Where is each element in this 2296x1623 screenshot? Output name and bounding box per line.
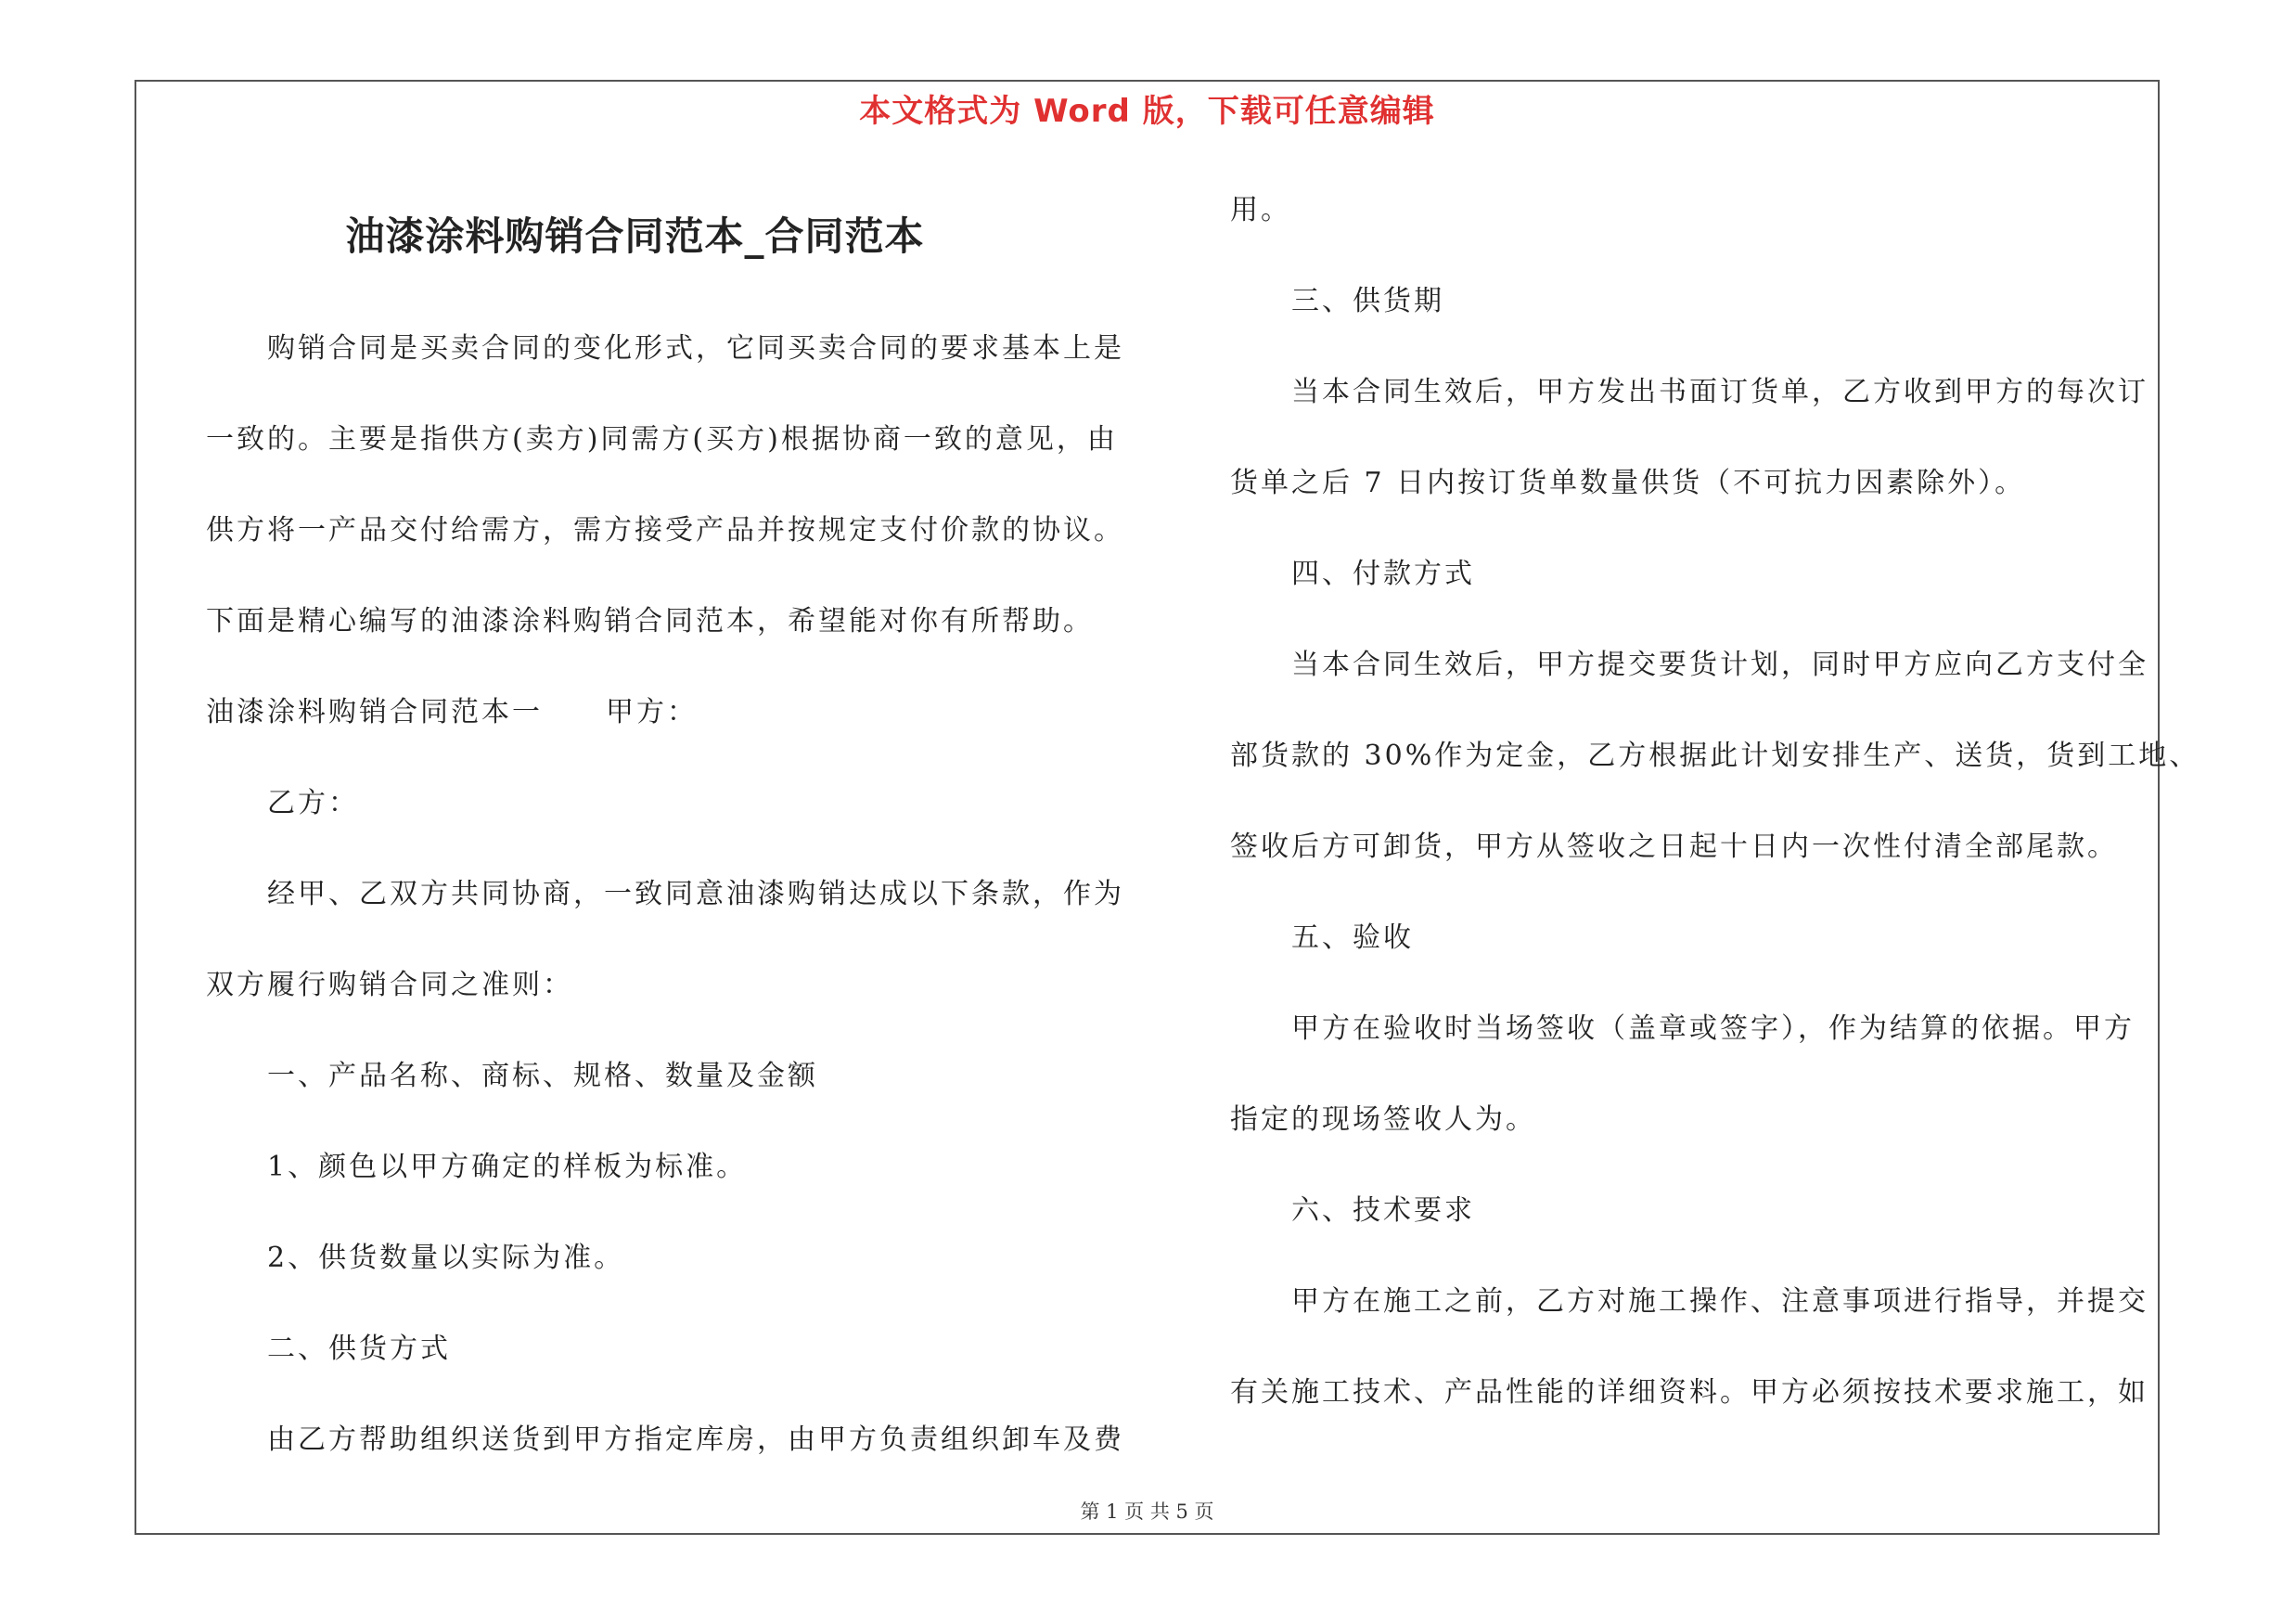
paragraph-line: 甲方在施工之前，乙方对施工操作、注意事项进行指导，并提交 bbox=[1291, 1285, 2148, 1318]
party-b-label: 乙方： bbox=[267, 787, 359, 819]
paragraph-line: 购销合同是买卖合同的变化形式，它同买卖合同的要求基本上是 bbox=[267, 332, 1124, 365]
paragraph-line: 供方将一产品交付给需方，需方接受产品并按规定支付价款的协议。 bbox=[206, 514, 1124, 547]
paragraph-line: 下面是精心编写的油漆涂料购销合同范本，希望能对你有所帮助。 bbox=[206, 605, 1094, 638]
section-heading: 六、技术要求 bbox=[1291, 1194, 1475, 1227]
paragraph-line: 经甲、乙双方共同协商，一致同意油漆购销达成以下条款，作为 bbox=[267, 878, 1124, 910]
paragraph-line: 由乙方帮助组织送货到甲方指定库房，由甲方负责组织卸车及费 bbox=[267, 1423, 1124, 1456]
document-title: 油漆涂料购销合同范本_合同范本 bbox=[345, 213, 925, 259]
paragraph-line: 签收后方可卸货，甲方从签收之日起十日内一次性付清全部尾款。 bbox=[1230, 831, 2118, 863]
section-heading: 四、付款方式 bbox=[1291, 558, 1475, 590]
section-heading: 五、验收 bbox=[1291, 921, 1414, 954]
paragraph-line: 一致的。主要是指供方(卖方)同需方(买方)根据协商一致的意见，由 bbox=[206, 423, 1118, 456]
clause-item: 1、颜色以甲方确定的样板为标准。 bbox=[267, 1151, 748, 1183]
paragraph-line: 甲方在验收时当场签收（盖章或签字），作为结算的依据。甲方 bbox=[1291, 1012, 2135, 1045]
section-heading: 三、供货期 bbox=[1291, 285, 1444, 317]
paragraph-line: 指定的现场签收人为。 bbox=[1230, 1103, 1536, 1136]
format-banner: 本文格式为 Word 版，下载可任意编辑 bbox=[859, 93, 1435, 130]
paragraph-line: 部货款的 30%作为定金，乙方根据此计划安排生产、送货，货到工地、 bbox=[1230, 740, 2200, 772]
paragraph-line: 当本合同生效后，甲方提交要货计划，同时甲方应向乙方支付全 bbox=[1291, 649, 2148, 681]
section-heading: 一、产品名称、商标、规格、数量及金额 bbox=[267, 1060, 818, 1092]
paragraph-line: 有关施工技术、产品性能的详细资料。甲方必须按技术要求施工，如 bbox=[1230, 1376, 2148, 1409]
clause-item: 2、供货数量以实际为准。 bbox=[267, 1242, 625, 1274]
page-number-footer: 第 1 页 共 5 页 bbox=[1080, 1501, 1214, 1523]
section-heading: 二、供货方式 bbox=[267, 1333, 451, 1365]
sample-heading-line bbox=[206, 694, 698, 731]
paragraph-line: 货单之后 7 日内按订货单数量供货（不可抗力因素除外）。 bbox=[1230, 467, 2026, 499]
paragraph-line: 当本合同生效后，甲方发出书面订货单，乙方收到甲方的每次订 bbox=[1291, 376, 2148, 408]
paragraph-line: 用。 bbox=[1230, 194, 1291, 226]
paragraph-line: 双方履行购销合同之准则： bbox=[206, 969, 573, 1001]
party-a-label: 甲方： bbox=[606, 696, 698, 728]
sample-heading: 油漆涂料购销合同范本一 bbox=[206, 696, 543, 728]
